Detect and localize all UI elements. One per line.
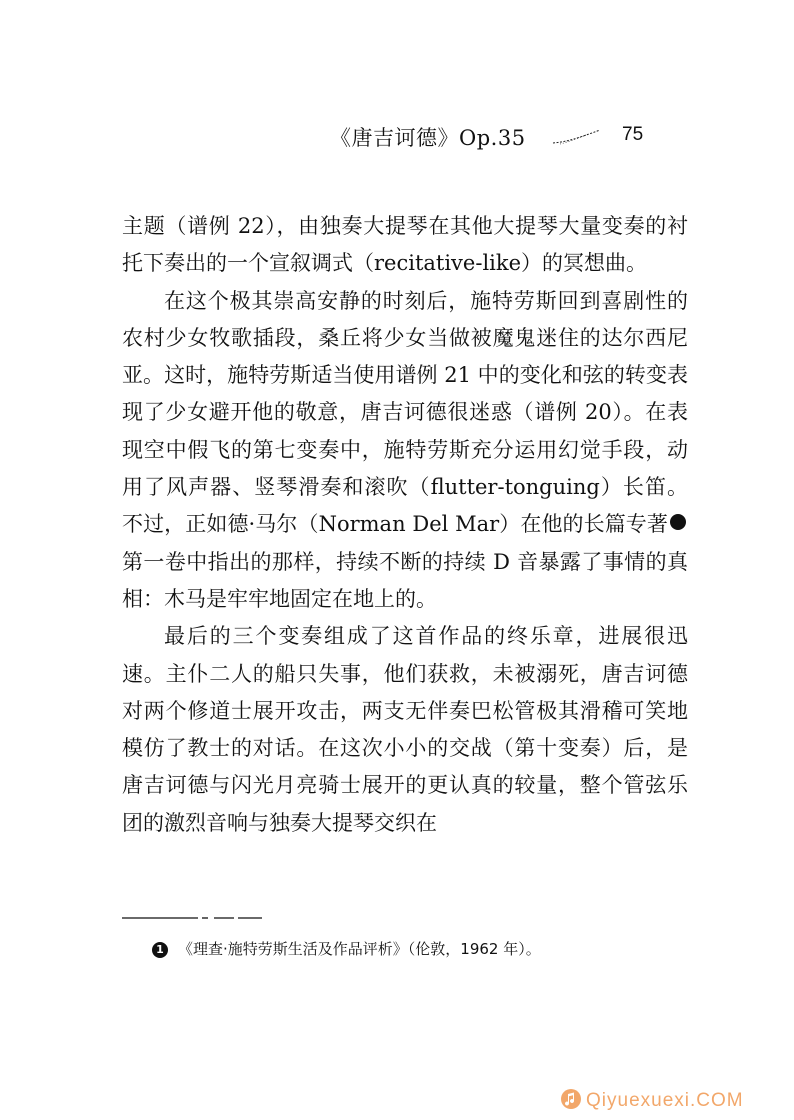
site-watermark bbox=[560, 1088, 744, 1112]
paragraph-2-text-after: 第一卷中指出的那样，持续不断的持续 D 音暴露了事情的真相：木马是牢牢地固定在地上的。 bbox=[122, 549, 688, 611]
page-number: 75 bbox=[622, 124, 644, 145]
footnote-marker: 1 bbox=[152, 942, 168, 958]
footnote-divider bbox=[122, 914, 262, 922]
paragraph-2-text-before: 在这个极其崇高安静的时刻后，施特劳斯回到喜剧性的农村少女牧歌插段，桑丘将少女当做被魔鬼迷住的达尔西尼亚。这时，施特劳斯适当使用谱例 21 中的变化和弦的转变表现了少女避开他的敬意，唐吉诃德很迷惑（谱例 20）。在表现空中假飞的第七变奏中，施特劳斯充分运用幻觉手段，动用了风声器、竖琴滑奏和滚吹（flutter-tonguing）长笛。不过，正如德·马尔（Norman Del Mar）在他的长篇专著 bbox=[122, 288, 688, 537]
paragraph-1: 主题（谱例 22），由独奏大提琴在其他大提琴大量变奏的衬托下奏出的一个宣叙调式（recitative-like）的冥想曲。 bbox=[122, 214, 688, 276]
footnote bbox=[152, 938, 692, 960]
running-header-title: 《唐吉诃德》Op.35 bbox=[330, 126, 526, 150]
paragraph-3: 最后的三个变奏组成了这首作品的终乐章，进展很迅速。主仆二人的船只失事，他们获救，未被溺死，唐吉诃德对两个修道士展开攻击，两支无伴奏巴松管极其滑稽可笑地模仿了教士的对话。在这次小小的交战（第十变奏）后，是唐吉诃德与闪光月亮骑士展开的更认真的较量，整个管弦乐团的激烈音响与独奏大提琴交织在 bbox=[122, 624, 688, 835]
footnote-reference-marker[interactable]: 1 bbox=[670, 514, 686, 530]
header-ornament-icon bbox=[552, 128, 602, 148]
paragraph-2 bbox=[122, 283, 720, 619]
watermark-text: Qiyuexuexi.COM bbox=[586, 1090, 744, 1111]
running-header bbox=[0, 122, 794, 156]
body-text bbox=[122, 208, 720, 842]
music-note-icon bbox=[560, 1088, 582, 1110]
footnote-text: 《理查·施特劳斯生活及作品评析》（伦敦，1962 年）。 bbox=[178, 940, 541, 958]
